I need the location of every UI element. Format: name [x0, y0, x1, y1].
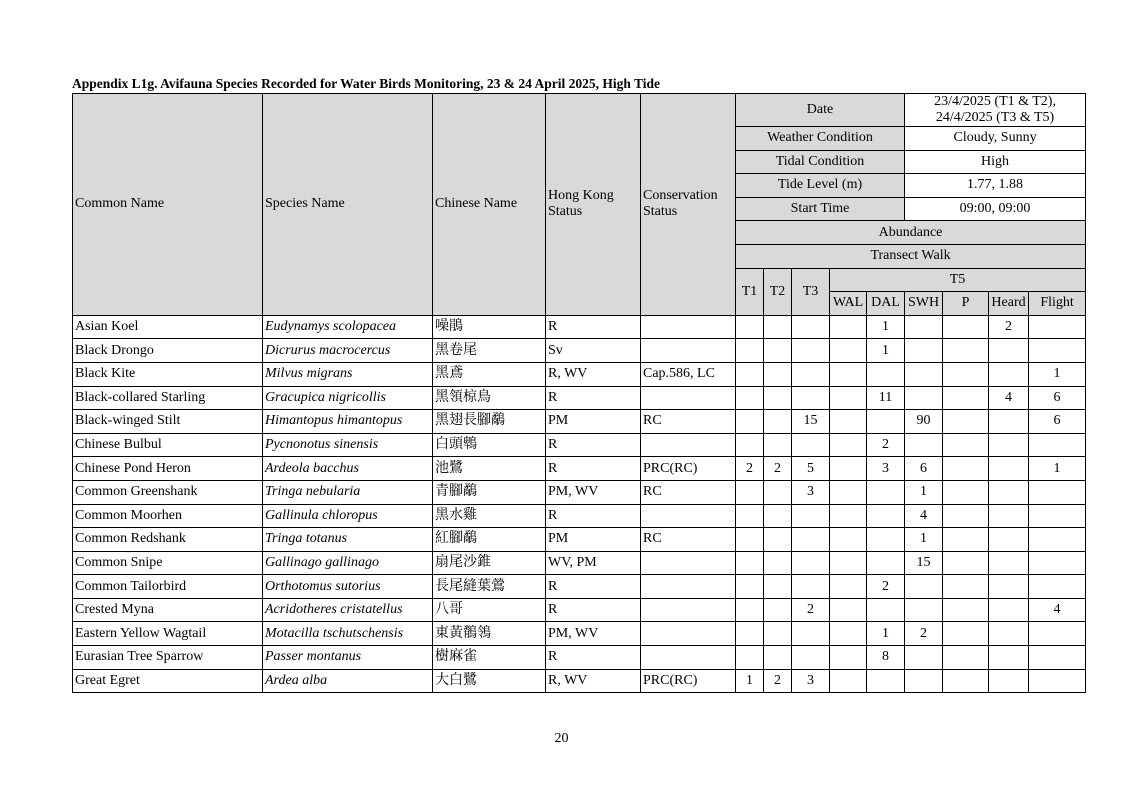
- header-tide-level-value: 1.77, 1.88: [905, 174, 1086, 198]
- wal-count-cell: [830, 410, 867, 434]
- swh-count-cell: 1: [905, 480, 943, 504]
- dal-count-cell: 8: [867, 646, 905, 670]
- wal-count-cell: [830, 433, 867, 457]
- conservation-status-cell: [641, 646, 736, 670]
- wal-count-cell: [830, 575, 867, 599]
- chinese-name-cell: 紅腳鷸: [433, 528, 546, 552]
- flight-count-cell: 6: [1029, 386, 1086, 410]
- table-row: [73, 480, 1086, 504]
- wal-count-cell: [830, 315, 867, 339]
- p-count-cell: [943, 669, 989, 693]
- flight-count-cell: [1029, 622, 1086, 646]
- table-row: [73, 622, 1086, 646]
- common-name-cell: Black-collared Starling: [73, 386, 263, 410]
- t2-count-cell: [764, 480, 792, 504]
- dal-count-cell: [867, 528, 905, 552]
- swh-count-cell: 1: [905, 528, 943, 552]
- conservation-status-cell: PRC(RC): [641, 669, 736, 693]
- header-transect-walk: Transect Walk: [736, 244, 1086, 268]
- table-row: [73, 410, 1086, 434]
- hk-status-cell: R: [546, 575, 641, 599]
- t1-count-cell: 1: [736, 669, 764, 693]
- p-count-cell: [943, 575, 989, 599]
- flight-count-cell: [1029, 528, 1086, 552]
- swh-count-cell: [905, 362, 943, 386]
- t3-count-cell: 2: [792, 598, 830, 622]
- t2-count-cell: [764, 528, 792, 552]
- common-name-cell: Common Snipe: [73, 551, 263, 575]
- table-row: [73, 362, 1086, 386]
- dal-count-cell: [867, 480, 905, 504]
- swh-count-cell: [905, 575, 943, 599]
- common-name-cell: Chinese Bulbul: [73, 433, 263, 457]
- common-name-cell: Crested Myna: [73, 598, 263, 622]
- header-species-name: Species Name: [263, 94, 433, 316]
- chinese-name-cell: 白頭鵯: [433, 433, 546, 457]
- conservation-status-cell: [641, 315, 736, 339]
- wal-count-cell: [830, 646, 867, 670]
- species-name-cell: Passer montanus: [263, 646, 433, 670]
- flight-count-cell: 1: [1029, 457, 1086, 481]
- common-name-cell: Common Moorhen: [73, 504, 263, 528]
- common-name-cell: Common Redshank: [73, 528, 263, 552]
- header-tidal-value: High: [905, 150, 1086, 174]
- t3-count-cell: 3: [792, 480, 830, 504]
- t1-count-cell: [736, 386, 764, 410]
- dal-count-cell: [867, 504, 905, 528]
- date-value-line-1: 23/4/2025 (T1 & T2),: [934, 94, 1056, 109]
- swh-count-cell: [905, 339, 943, 363]
- heard-count-cell: [989, 410, 1029, 434]
- swh-count-cell: [905, 315, 943, 339]
- heard-count-cell: [989, 646, 1029, 670]
- t2-count-cell: [764, 433, 792, 457]
- header-date-label: Date: [736, 94, 905, 127]
- flight-count-cell: [1029, 551, 1086, 575]
- hk-status-cell: R: [546, 433, 641, 457]
- p-count-cell: [943, 598, 989, 622]
- hk-status-cell: PM, WV: [546, 622, 641, 646]
- species-name-cell: Orthotomus sutorius: [263, 575, 433, 599]
- chinese-name-cell: 長尾縫葉鶯: [433, 575, 546, 599]
- chinese-name-cell: 黑水雞: [433, 504, 546, 528]
- conservation-status-cell: [641, 339, 736, 363]
- header-hk-status: Hong Kong Status: [546, 94, 641, 316]
- hk-status-cell: R, WV: [546, 669, 641, 693]
- header-start-time-value: 09:00, 09:00: [905, 197, 1086, 221]
- species-name-cell: Tringa nebularia: [263, 480, 433, 504]
- hk-status-cell: PM: [546, 410, 641, 434]
- t3-count-cell: 15: [792, 410, 830, 434]
- t1-count-cell: [736, 646, 764, 670]
- t2-count-cell: [764, 410, 792, 434]
- header-tide-level-label: Tide Level (m): [736, 174, 905, 198]
- t3-count-cell: [792, 504, 830, 528]
- header-heard: Heard: [989, 292, 1029, 316]
- species-name-cell: Dicrurus macrocercus: [263, 339, 433, 363]
- dal-count-cell: 1: [867, 622, 905, 646]
- t3-count-cell: [792, 433, 830, 457]
- dal-count-cell: [867, 551, 905, 575]
- page-title: Appendix L1g. Avifauna Species Recorded for Water Birds Monitoring, 23 & 24 April 2025, High Tide: [72, 76, 661, 91]
- heard-count-cell: 2: [989, 315, 1029, 339]
- species-name-cell: Tringa totanus: [263, 528, 433, 552]
- table-row: [73, 315, 1086, 339]
- swh-count-cell: 15: [905, 551, 943, 575]
- table-row: [73, 386, 1086, 410]
- species-name-cell: Motacilla tschutschensis: [263, 622, 433, 646]
- flight-count-cell: [1029, 339, 1086, 363]
- table-row: [73, 598, 1086, 622]
- table-row: [73, 669, 1086, 693]
- table-header: [73, 94, 1086, 316]
- species-name-cell: Acridotheres cristatellus: [263, 598, 433, 622]
- t3-count-cell: [792, 362, 830, 386]
- t1-count-cell: [736, 362, 764, 386]
- conservation-status-cell: RC: [641, 528, 736, 552]
- table-row: [73, 504, 1086, 528]
- p-count-cell: [943, 504, 989, 528]
- chinese-name-cell: 黑鳶: [433, 362, 546, 386]
- wal-count-cell: [830, 362, 867, 386]
- p-count-cell: [943, 551, 989, 575]
- t3-count-cell: [792, 528, 830, 552]
- swh-count-cell: [905, 646, 943, 670]
- t1-count-cell: [736, 575, 764, 599]
- chinese-name-cell: 黑卷尾: [433, 339, 546, 363]
- t3-count-cell: 5: [792, 457, 830, 481]
- t1-count-cell: [736, 551, 764, 575]
- dal-count-cell: 2: [867, 433, 905, 457]
- flight-count-cell: [1029, 646, 1086, 670]
- header-p: P: [943, 292, 989, 316]
- conservation-status-cell: [641, 551, 736, 575]
- t1-count-cell: [736, 480, 764, 504]
- heard-count-cell: [989, 575, 1029, 599]
- common-name-cell: Black-winged Stilt: [73, 410, 263, 434]
- wal-count-cell: [830, 598, 867, 622]
- p-count-cell: [943, 622, 989, 646]
- t1-count-cell: [736, 315, 764, 339]
- header-flight: Flight: [1029, 292, 1086, 316]
- t2-count-cell: [764, 386, 792, 410]
- dal-count-cell: 11: [867, 386, 905, 410]
- header-weather-label: Weather Condition: [736, 127, 905, 151]
- p-count-cell: [943, 646, 989, 670]
- common-name-cell: Black Drongo: [73, 339, 263, 363]
- p-count-cell: [943, 386, 989, 410]
- common-name-cell: Eastern Yellow Wagtail: [73, 622, 263, 646]
- wal-count-cell: [830, 480, 867, 504]
- common-name-cell: Common Greenshank: [73, 480, 263, 504]
- table-body: [73, 315, 1086, 693]
- t2-count-cell: [764, 598, 792, 622]
- conservation-status-cell: [641, 386, 736, 410]
- dal-count-cell: 1: [867, 315, 905, 339]
- wal-count-cell: [830, 551, 867, 575]
- p-count-cell: [943, 480, 989, 504]
- common-name-cell: Asian Koel: [73, 315, 263, 339]
- swh-count-cell: 6: [905, 457, 943, 481]
- t1-count-cell: [736, 528, 764, 552]
- table-row: [73, 551, 1086, 575]
- heard-count-cell: [989, 622, 1029, 646]
- heard-count-cell: [989, 598, 1029, 622]
- p-count-cell: [943, 315, 989, 339]
- t3-count-cell: 3: [792, 669, 830, 693]
- species-name-cell: Gracupica nigricollis: [263, 386, 433, 410]
- wal-count-cell: [830, 457, 867, 481]
- header-t1: T1: [736, 268, 764, 315]
- t1-count-cell: [736, 410, 764, 434]
- header-swh: SWH: [905, 292, 943, 316]
- hk-status-cell: WV, PM: [546, 551, 641, 575]
- heard-count-cell: [989, 433, 1029, 457]
- t2-count-cell: [764, 622, 792, 646]
- header-date-value: [905, 94, 1086, 127]
- table-row: [73, 528, 1086, 552]
- chinese-name-cell: 大白鷺: [433, 669, 546, 693]
- chinese-name-cell: 黑翅長腳鷸: [433, 410, 546, 434]
- hk-status-cell: R: [546, 457, 641, 481]
- hk-status-cell: R: [546, 315, 641, 339]
- chinese-name-cell: 扇尾沙錐: [433, 551, 546, 575]
- t3-count-cell: [792, 551, 830, 575]
- conservation-status-cell: [641, 504, 736, 528]
- header-wal: WAL: [830, 292, 867, 316]
- heard-count-cell: [989, 362, 1029, 386]
- hk-status-cell: R: [546, 598, 641, 622]
- flight-count-cell: [1029, 504, 1086, 528]
- t2-count-cell: 2: [764, 669, 792, 693]
- species-table: [72, 93, 1086, 693]
- flight-count-cell: [1029, 315, 1086, 339]
- header-t5: T5: [830, 268, 1086, 292]
- conservation-status-cell: PRC(RC): [641, 457, 736, 481]
- wal-count-cell: [830, 528, 867, 552]
- heard-count-cell: [989, 669, 1029, 693]
- table-row: [73, 433, 1086, 457]
- header-dal: DAL: [867, 292, 905, 316]
- common-name-cell: Chinese Pond Heron: [73, 457, 263, 481]
- flight-count-cell: [1029, 669, 1086, 693]
- chinese-name-cell: 樹麻雀: [433, 646, 546, 670]
- hk-status-cell: R: [546, 386, 641, 410]
- t1-count-cell: [736, 622, 764, 646]
- hk-status-cell: PM: [546, 528, 641, 552]
- flight-count-cell: 6: [1029, 410, 1086, 434]
- t1-count-cell: [736, 504, 764, 528]
- heard-count-cell: 4: [989, 386, 1029, 410]
- t3-count-cell: [792, 315, 830, 339]
- t1-count-cell: [736, 598, 764, 622]
- conservation-status-cell: [641, 622, 736, 646]
- dal-count-cell: [867, 598, 905, 622]
- species-name-cell: Milvus migrans: [263, 362, 433, 386]
- common-name-cell: Black Kite: [73, 362, 263, 386]
- conservation-status-cell: RC: [641, 410, 736, 434]
- t2-count-cell: [764, 339, 792, 363]
- swh-count-cell: [905, 598, 943, 622]
- dal-count-cell: 1: [867, 339, 905, 363]
- conservation-status-cell: [641, 598, 736, 622]
- header-weather-value: Cloudy, Sunny: [905, 127, 1086, 151]
- conservation-status-cell: RC: [641, 480, 736, 504]
- chinese-name-cell: 青腳鷸: [433, 480, 546, 504]
- table-row: [73, 339, 1086, 363]
- t2-count-cell: [764, 362, 792, 386]
- flight-count-cell: [1029, 433, 1086, 457]
- species-name-cell: Ardeola bacchus: [263, 457, 433, 481]
- common-name-cell: Eurasian Tree Sparrow: [73, 646, 263, 670]
- dal-count-cell: [867, 410, 905, 434]
- header-common-name: Common Name: [73, 94, 263, 316]
- flight-count-cell: [1029, 575, 1086, 599]
- heard-count-cell: [989, 480, 1029, 504]
- table-row: [73, 575, 1086, 599]
- page-number: 20: [554, 731, 569, 746]
- t2-count-cell: [764, 646, 792, 670]
- conservation-status-cell: Cap.586, LC: [641, 362, 736, 386]
- conservation-status-cell: [641, 575, 736, 599]
- species-name-cell: Pycnonotus sinensis: [263, 433, 433, 457]
- flight-count-cell: 1: [1029, 362, 1086, 386]
- hk-status-cell: R: [546, 646, 641, 670]
- species-name-cell: Himantopus himantopus: [263, 410, 433, 434]
- p-count-cell: [943, 362, 989, 386]
- table-row: [73, 646, 1086, 670]
- chinese-name-cell: 池鷺: [433, 457, 546, 481]
- wal-count-cell: [830, 504, 867, 528]
- header-t3: T3: [792, 268, 830, 315]
- header-chinese-name: Chinese Name: [433, 94, 546, 316]
- wal-count-cell: [830, 386, 867, 410]
- t1-count-cell: 2: [736, 457, 764, 481]
- dal-count-cell: 3: [867, 457, 905, 481]
- header-tidal-label: Tidal Condition: [736, 150, 905, 174]
- species-name-cell: Gallinula chloropus: [263, 504, 433, 528]
- p-count-cell: [943, 410, 989, 434]
- swh-count-cell: [905, 433, 943, 457]
- date-value-line-2: 24/4/2025 (T3 & T5): [935, 110, 1055, 125]
- t2-count-cell: [764, 551, 792, 575]
- t2-count-cell: [764, 315, 792, 339]
- wal-count-cell: [830, 339, 867, 363]
- heard-count-cell: [989, 504, 1029, 528]
- chinese-name-cell: 黑領椋鳥: [433, 386, 546, 410]
- header-start-time-label: Start Time: [736, 197, 905, 221]
- hk-status-cell: R, WV: [546, 362, 641, 386]
- t3-count-cell: [792, 339, 830, 363]
- swh-count-cell: 90: [905, 410, 943, 434]
- common-name-cell: Great Egret: [73, 669, 263, 693]
- chinese-name-cell: 八哥: [433, 598, 546, 622]
- heard-count-cell: [989, 457, 1029, 481]
- common-name-cell: Common Tailorbird: [73, 575, 263, 599]
- dal-count-cell: [867, 669, 905, 693]
- heard-count-cell: [989, 339, 1029, 363]
- hk-status-cell: Sv: [546, 339, 641, 363]
- hk-status-cell: PM, WV: [546, 480, 641, 504]
- swh-count-cell: [905, 669, 943, 693]
- t2-count-cell: [764, 575, 792, 599]
- p-count-cell: [943, 457, 989, 481]
- flight-count-cell: 4: [1029, 598, 1086, 622]
- header-t2: T2: [764, 268, 792, 315]
- wal-count-cell: [830, 669, 867, 693]
- swh-count-cell: 4: [905, 504, 943, 528]
- table-row: [73, 457, 1086, 481]
- t3-count-cell: [792, 386, 830, 410]
- header-abundance: Abundance: [736, 221, 1086, 245]
- p-count-cell: [943, 528, 989, 552]
- swh-count-cell: 2: [905, 622, 943, 646]
- t1-count-cell: [736, 339, 764, 363]
- t3-count-cell: [792, 646, 830, 670]
- p-count-cell: [943, 433, 989, 457]
- t2-count-cell: 2: [764, 457, 792, 481]
- wal-count-cell: [830, 622, 867, 646]
- hk-status-cell: R: [546, 504, 641, 528]
- t2-count-cell: [764, 504, 792, 528]
- conservation-status-cell: [641, 433, 736, 457]
- t3-count-cell: [792, 622, 830, 646]
- flight-count-cell: [1029, 480, 1086, 504]
- species-name-cell: Gallinago gallinago: [263, 551, 433, 575]
- t1-count-cell: [736, 433, 764, 457]
- header-conservation-status: Conservation Status: [641, 94, 736, 316]
- heard-count-cell: [989, 551, 1029, 575]
- dal-count-cell: 2: [867, 575, 905, 599]
- chinese-name-cell: 東黃鶺鴒: [433, 622, 546, 646]
- species-name-cell: Eudynamys scolopacea: [263, 315, 433, 339]
- p-count-cell: [943, 339, 989, 363]
- swh-count-cell: [905, 386, 943, 410]
- chinese-name-cell: 噪鵑: [433, 315, 546, 339]
- species-name-cell: Ardea alba: [263, 669, 433, 693]
- t3-count-cell: [792, 575, 830, 599]
- heard-count-cell: [989, 528, 1029, 552]
- dal-count-cell: [867, 362, 905, 386]
